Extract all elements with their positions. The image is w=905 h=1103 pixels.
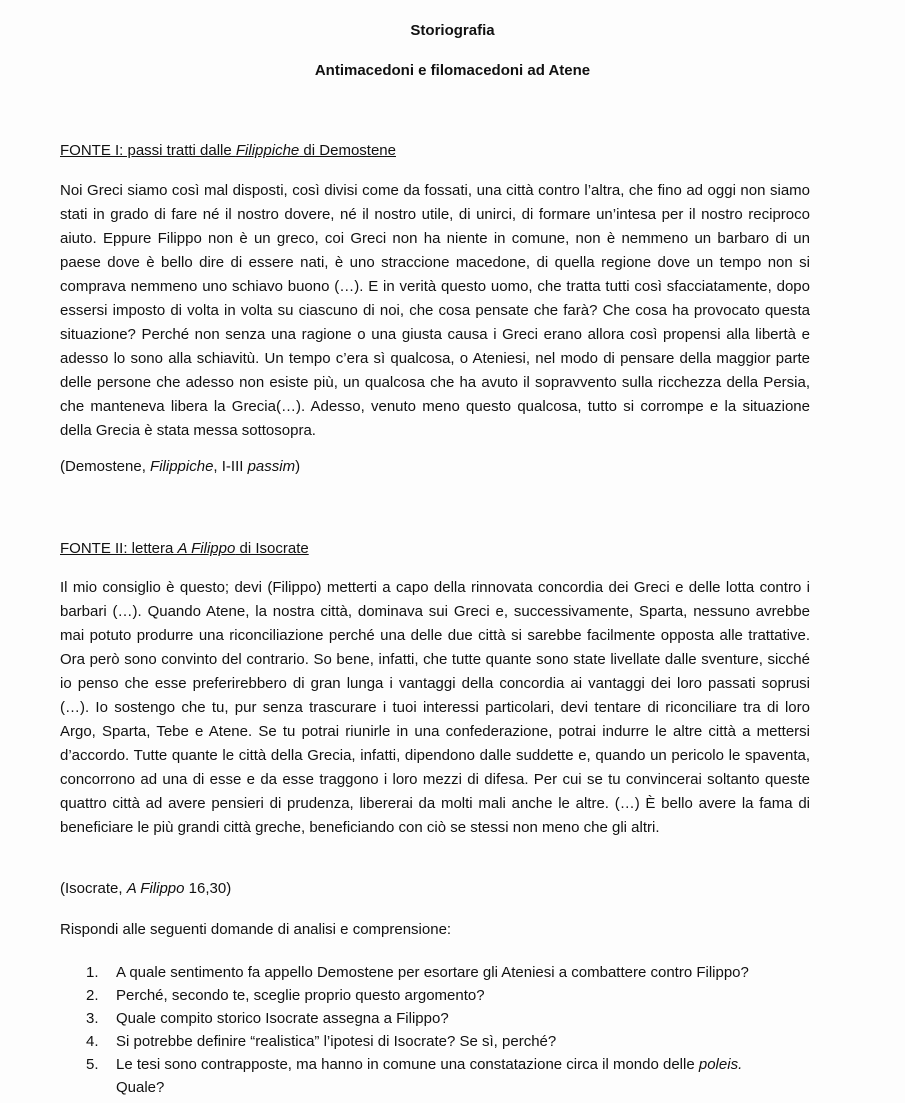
question-number: 4. xyxy=(86,1033,99,1050)
question-item xyxy=(86,984,810,1007)
question-text xyxy=(116,1053,810,1099)
question-text: A quale sentimento fa appello Demostene per esortare gli Ateniesi a combattere contro Filippo? xyxy=(116,964,749,981)
source2-citation-work: A Filippo xyxy=(126,880,185,897)
source2-citation-open: (Isocrate, xyxy=(60,880,127,897)
question-number: 2. xyxy=(86,987,99,1004)
source2-heading-prefix: FONTE II: lettera xyxy=(60,540,178,557)
source2-text: Il mio consiglio è questo; devi (Filippo) metterti a capo della rinnovata concordia dei Greci e delle lotta contro i barbari (…). Quando Atene, la nostra città, dominava sui Greci e, successivamente, Sparta, nessuno avrebbe mai potuto produrre una riconciliazione perché una delle due città si sarebbe facilmente opposta alle trattative. Ora però sono convinto del contrario. So bene, infatti, che tutte quante sono state livellate dalle sventure, sicché io penso che esse preferirebbero di gran lunga i vantaggi della concordia ai vantaggi dei loro passati soprusi (…). Io sostengo che tu, pur senza trascurare i tuoi interessi particolari, devi tentare di riconciliare tra di loro Argo, Sparta, Tebe e Atene. Se tu potrai riunirle in una confederazione, potrai indurre le altre città a mettersi d’accordo. Tutte quante le città della Grecia, infatti, dipendono dalle suddette e, quando un pericolo le spaventa, concorrono ad una di esse e da esse traggono i loro mezzi di difesa. Per cui se tu convincerai soltanto queste quattro città ad avere pensieri di prudenza, libererai da molti mali anche le altre. (…) È bello avere la fama di beneficiare le più grandi città greche, beneficiando con ciò se stessi non meno che gli altri. xyxy=(60,579,810,836)
source1-heading-work: Filippiche xyxy=(235,142,300,159)
question-text-after: Quale? xyxy=(116,1079,165,1096)
questions-instructions: Rispondi alle seguenti domande di analisi e comprensione: xyxy=(60,921,452,938)
source1-text: Noi Greci siamo così mal disposti, così divisi come da fossati, una città contro l’altra, che fino ad oggi non siamo stati in grado di fare né il nostro dovere, né il nostro utile, di unirci, di formare un’intesa per il nostro reciproco aiuto. Eppure Filippo non è un greco, coi Greci non ha niente in comune, non è nemmeno un barbaro di un paese dove è bello dire di essere nati, è uno straccione macedone, di quella regione dove un tempo non si comprava nemmeno uno schiavo buono (…). E in verità questo uomo, che tratta tutti così sfacciatamente, dopo essersi imposto di volta in volta su ciascuno di noi, che cosa pensate che farà? Che cosa ha provocato questa situazione? Perché non senza una ragione o una giusta causa i Greci erano allora così propensi alla libertà e adesso lo sono alla schiavitù. Un tempo c’era sì qualcosa, o Ateniesi, nel modo di pensare della maggior parte delle persone che adesso non esiste più, un qualcosa che ha avuto il sopravvento sulla ricchezza della Persia, che manteneva libera la Grecia(…). Adesso, venuto meno questo qualcosa, tutto si corrompe e la situazione della Grecia è stata messa sottosopra. xyxy=(60,182,810,439)
question-number: 5. xyxy=(86,1056,99,1073)
question-item xyxy=(86,961,810,984)
question-item xyxy=(86,1030,810,1053)
question-text: Quale compito storico Isocrate assegna a Filippo? xyxy=(116,1010,449,1027)
source2-heading xyxy=(60,540,309,557)
question-item xyxy=(86,1007,810,1030)
source2-heading-work: A Filippo xyxy=(177,540,236,557)
subject-title: Storiografia xyxy=(410,22,495,39)
question-number: 1. xyxy=(86,964,99,981)
source2-citation-close: 16,30) xyxy=(184,880,232,897)
question-text: Perché, secondo te, sceglie proprio questo argomento? xyxy=(116,987,485,1004)
source1-citation-open: (Demostene, xyxy=(60,458,151,475)
source1-citation-close: ) xyxy=(295,458,301,475)
source2-citation xyxy=(60,880,231,897)
source1-heading-prefix: FONTE I: passi tratti dalle xyxy=(60,142,236,159)
question-text-before: Le tesi sono contrapposte, ma hanno in comune una constatazione circa il mondo delle xyxy=(116,1056,699,1073)
question-text: Si potrebbe definire “realistica” l’ipotesi di Isocrate? Se sì, perché? xyxy=(116,1033,557,1050)
source1-citation-middle: , I-III xyxy=(213,458,248,475)
source1-citation xyxy=(60,458,300,475)
question-item xyxy=(86,1053,810,1099)
page-title: Antimacedoni e filomacedoni ad Atene xyxy=(314,62,591,79)
source1-heading xyxy=(60,142,396,159)
source1-citation-work: Filippiche xyxy=(150,458,214,475)
source2-heading-suffix: di Isocrate xyxy=(235,540,309,557)
questions-list xyxy=(86,961,810,1099)
source1-citation-passim: passim xyxy=(247,458,296,475)
question-text-italic: poleis. xyxy=(698,1056,743,1073)
question-number: 3. xyxy=(86,1010,99,1027)
source1-heading-suffix: di Demostene xyxy=(299,142,396,159)
